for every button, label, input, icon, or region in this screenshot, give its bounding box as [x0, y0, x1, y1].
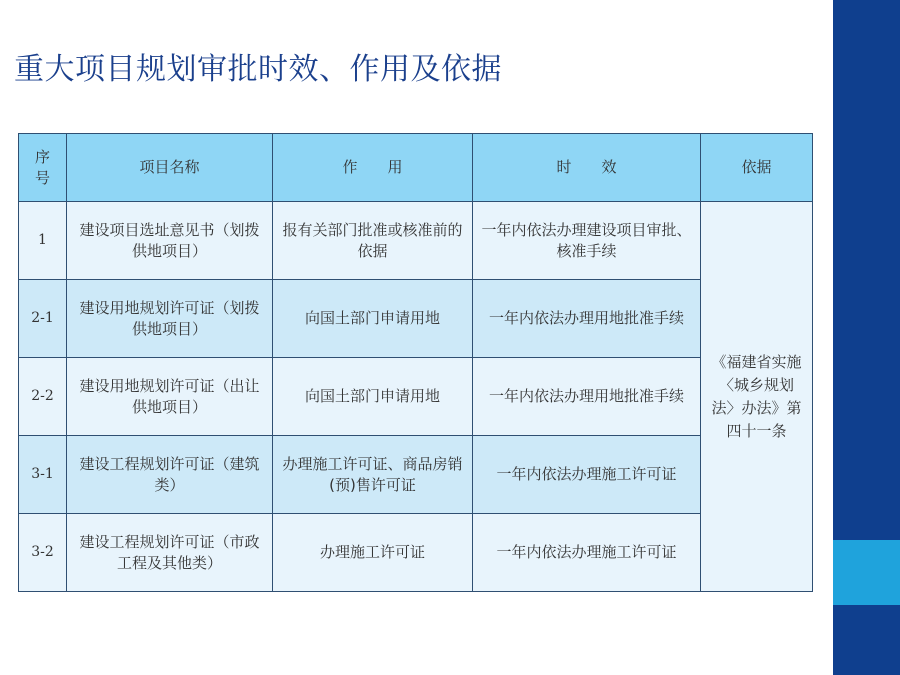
row-role: 报有关部门批准或核准前的依据 — [273, 202, 473, 280]
table-header-row — [19, 134, 813, 202]
row-name: 建设工程规划许可证（建筑类） — [67, 436, 273, 514]
row-time: 一年内依法办理施工许可证 — [473, 514, 701, 592]
row-time: 一年内依法办理施工许可证 — [473, 436, 701, 514]
table-row — [19, 436, 813, 514]
header-basis: 依据 — [701, 134, 813, 202]
row-time: 一年内依法办理用地批准手续 — [473, 358, 701, 436]
row-time: 一年内依法办理用地批准手续 — [473, 280, 701, 358]
header-seq: 序号 — [19, 134, 67, 202]
row-seq: 2-2 — [19, 358, 67, 436]
header-time: 时 效 — [473, 134, 701, 202]
table-row — [19, 202, 813, 280]
row-name: 建设用地规划许可证（出让供地项目） — [67, 358, 273, 436]
basis-cell: 《福建省实施〈城乡规划法〉办法》第四十一条 — [701, 202, 813, 592]
row-name: 建设用地规划许可证（划拨供地项目） — [67, 280, 273, 358]
row-role: 向国土部门申请用地 — [273, 280, 473, 358]
slide-title: 重大项目规划审批时效、作用及依据 — [14, 52, 502, 87]
approval-table — [18, 133, 813, 592]
row-role: 向国土部门申请用地 — [273, 358, 473, 436]
row-role: 办理施工许可证、商品房销(预)售许可证 — [273, 436, 473, 514]
table-row — [19, 514, 813, 592]
row-role: 办理施工许可证 — [273, 514, 473, 592]
row-time: 一年内依法办理建设项目审批、核准手续 — [473, 202, 701, 280]
header-name: 项目名称 — [67, 134, 273, 202]
row-seq: 1 — [19, 202, 67, 280]
table-row — [19, 358, 813, 436]
row-seq: 3-1 — [19, 436, 67, 514]
header-role: 作 用 — [273, 134, 473, 202]
table-row — [19, 280, 813, 358]
row-seq: 2-1 — [19, 280, 67, 358]
row-name: 建设工程规划许可证（市政工程及其他类） — [67, 514, 273, 592]
row-name: 建设项目选址意见书（划拨供地项目） — [67, 202, 273, 280]
right-accent-highlight — [833, 540, 900, 605]
row-seq: 3-2 — [19, 514, 67, 592]
